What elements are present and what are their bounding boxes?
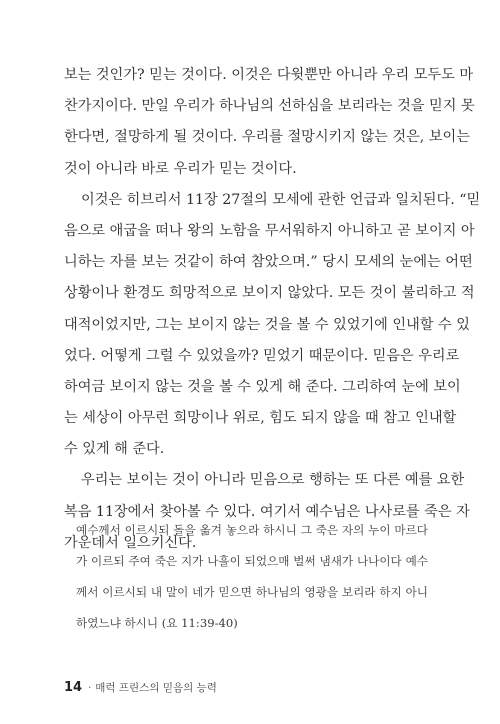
quote-line: 예수께서 이르시되 돌을 옮겨 놓으라 하시니 그 죽은 자의 누이 마르다 bbox=[76, 523, 428, 537]
text-line: 대적이었지만, 그는 보이지 않는 것을 볼 수 있었기에 인내할 수 있 bbox=[64, 316, 470, 333]
quote-line: 가 이르되 주여 죽은 지가 나흘이 되었으매 벌써 냄새가 나나이다 예수 bbox=[76, 554, 428, 568]
page-number: 14 bbox=[64, 680, 83, 695]
text-line: 것이 아니라 바로 우리가 믿는 것이다. bbox=[64, 160, 297, 177]
quote-line: 께서 이르시되 내 말이 네가 믿으면 하나님의 영광을 보리라 하지 아니 bbox=[76, 585, 428, 599]
text-line: 하여금 보이지 않는 것을 볼 수 있게 해 준다. 그리하여 눈에 보이 bbox=[64, 378, 461, 395]
text-line: 니하는 자를 보는 것같이 하여 참았으며.” 당시 모세의 눈에는 어떤 bbox=[64, 254, 473, 271]
quote-line: 하였느냐 하시니 (요 11:39-40) bbox=[76, 616, 238, 630]
text-line: 보는 것인가? 믿는 것이다. 이것은 다윗뿐만 아니라 우리 모두도 마 bbox=[64, 67, 474, 83]
text-line: 었다. 어떻게 그럴 수 있었을까? 믿었기 때문이다. 믿음은 우리로 bbox=[64, 347, 460, 364]
body-text bbox=[64, 60, 481, 559]
text-line: 이것은 히브리서 11장 27절의 모세에 관한 언급과 일치된다. “믿 bbox=[81, 191, 481, 208]
paragraph-2 bbox=[64, 185, 481, 466]
text-line: 음으로 애굽을 떠나 왕의 노함을 무서워하지 아니하고 곧 보이지 아 bbox=[64, 222, 475, 239]
text-line: 찬가지이다. 만일 우리가 하나님의 선하심을 보리라는 것을 믿지 못 bbox=[64, 98, 475, 115]
footer-separator: · bbox=[88, 683, 92, 694]
running-title: 매럭 프린스의 믿음의 능력 bbox=[95, 682, 217, 694]
text-line: 복음 11장에서 찾아볼 수 있다. 여기서 예수님은 나사로를 죽은 자 bbox=[64, 503, 470, 520]
page-footer bbox=[64, 680, 217, 702]
scripture-quote bbox=[76, 515, 428, 639]
text-line: 는 세상이 아무런 희망이나 위로, 힘도 되지 않을 때 참고 인내할 bbox=[64, 410, 457, 427]
text-line: 상황이나 환경도 희망적으로 보이지 않았다. 모든 것이 불리하고 적 bbox=[64, 285, 475, 302]
text-line: 가운데서 일으키신다. bbox=[64, 534, 197, 551]
text-line: 수 있게 해 준다. bbox=[64, 441, 165, 458]
paragraph-1 bbox=[64, 60, 475, 185]
text-line: 한다면, 절망하게 될 것이다. 우리를 절망시키지 않는 것은, 보이는 bbox=[64, 129, 470, 146]
text-line: 우리는 보이는 것이 아니라 믿음으로 행하는 또 다른 예를 요한 bbox=[81, 472, 465, 489]
